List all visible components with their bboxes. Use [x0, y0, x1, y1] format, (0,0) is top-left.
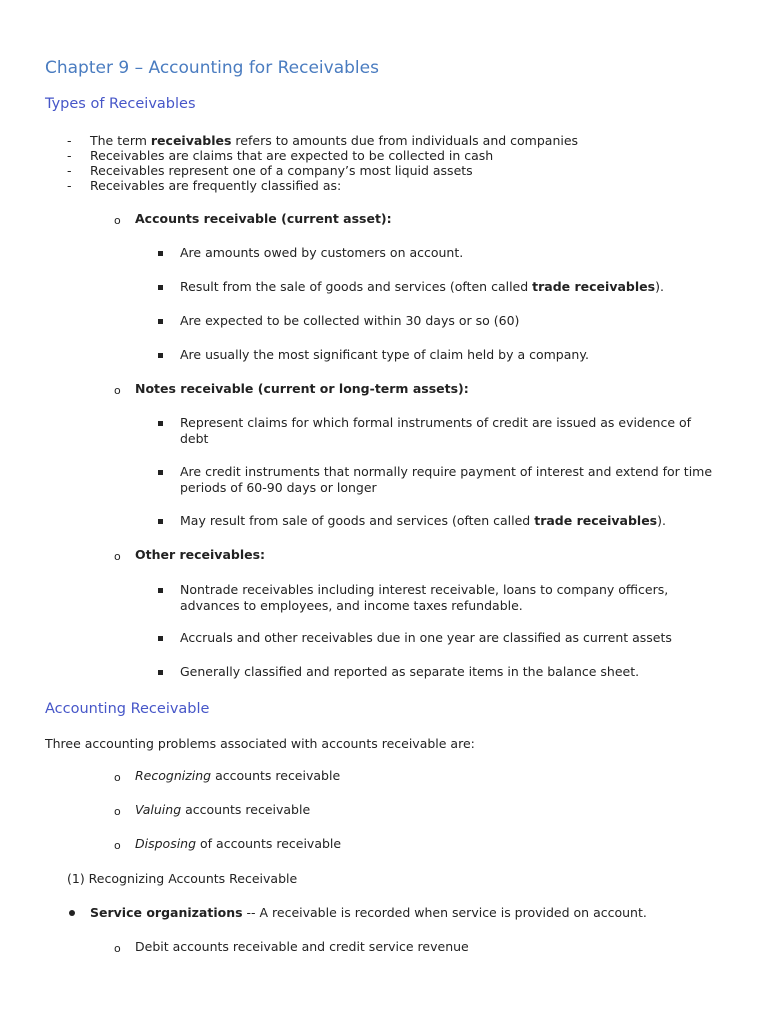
- square-bullet: [158, 421, 163, 426]
- list-item: Receivables are claims that are expected to be collected in cash: [90, 148, 494, 163]
- subheading-notes-receivable: Notes receivable (current or long-term assets):: [135, 381, 469, 396]
- list-item: May result from sale of goods and services (often called trade receivables).: [180, 513, 666, 528]
- circle-marker: o: [114, 214, 121, 227]
- square-bullet: [158, 470, 163, 475]
- circle-marker: o: [114, 771, 121, 784]
- list-item: The term receivables refers to amounts due from individuals and companies: [90, 133, 579, 148]
- list-item: Result from the sale of goods and services (often called trade receivables).: [180, 279, 664, 294]
- round-bullet: [69, 910, 75, 916]
- list-item: Represent claims for which formal instruments of credit are issued as evidence of debt: [180, 415, 692, 446]
- list-item: Are expected to be collected within 30 days or so (60): [180, 313, 520, 328]
- subheading-other-receivables: Other receivables:: [135, 547, 266, 562]
- section-heading-types: Types of Receivables: [45, 96, 196, 112]
- square-bullet: [158, 588, 163, 593]
- list-item: Are credit instruments that normally require payment of interest and extend for time periods of 60-90 days or longer: [180, 464, 713, 495]
- circle-marker: o: [114, 839, 121, 852]
- dash-marker: -: [67, 148, 72, 163]
- intro-text: Three accounting problems associated with accounts receivable are:: [45, 736, 475, 751]
- list-item: Nontrade receivables including interest receivable, loans to company officers, advances to employees, and income taxes refundable.: [180, 582, 669, 613]
- list-item: Are usually the most significant type of claim held by a company.: [180, 347, 589, 362]
- circle-marker: o: [114, 805, 121, 818]
- dash-marker: -: [67, 163, 72, 178]
- list-item: Generally classified and reported as separate items in the balance sheet.: [180, 664, 640, 679]
- section-heading-accounting: Accounting Receivable: [45, 701, 210, 717]
- square-bullet: [158, 285, 163, 290]
- list-item: Disposing of accounts receivable: [135, 836, 342, 851]
- square-bullet: [158, 353, 163, 358]
- square-bullet: [158, 519, 163, 524]
- circle-marker: o: [114, 550, 121, 563]
- dash-marker: -: [67, 178, 72, 193]
- dash-marker: -: [67, 133, 72, 148]
- list-item: Are amounts owed by customers on account.: [180, 245, 464, 260]
- list-item: Service organizations -- A receivable is recorded when service is provided on account.: [90, 905, 647, 920]
- list-item: Valuing accounts receivable: [135, 802, 311, 817]
- square-bullet: [158, 319, 163, 324]
- square-bullet: [158, 251, 163, 256]
- list-item: Accruals and other receivables due in one year are classified as current assets: [180, 630, 672, 645]
- list-item: Recognizing accounts receivable: [135, 768, 341, 783]
- circle-marker: o: [114, 384, 121, 397]
- subheading-accounts-receivable: Accounts receivable (current asset):: [135, 211, 392, 226]
- list-item: Debit accounts receivable and credit service revenue: [135, 939, 469, 954]
- square-bullet: [158, 670, 163, 675]
- list-item: Receivables represent one of a company’s most liquid assets: [90, 163, 473, 178]
- page-title: Chapter 9 – Accounting for Receivables: [45, 58, 379, 78]
- list-item: Receivables are frequently classified as:: [90, 178, 342, 193]
- subsection-heading-recognizing: (1) Recognizing Accounts Receivable: [67, 871, 298, 886]
- circle-marker: o: [114, 942, 121, 955]
- square-bullet: [158, 636, 163, 641]
